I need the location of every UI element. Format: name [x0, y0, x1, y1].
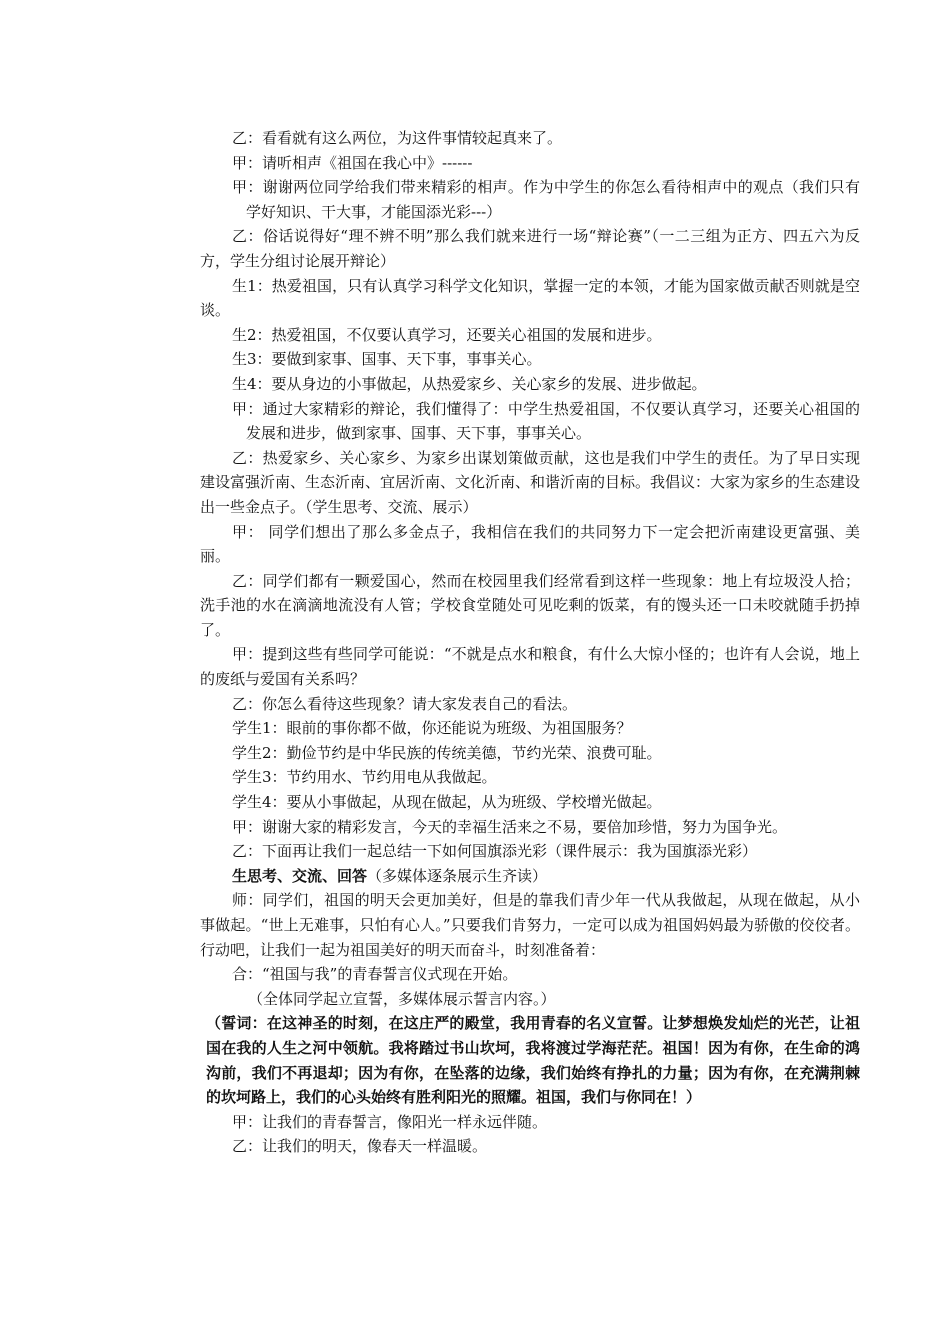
paragraph-13: 甲：提到这些有些同学可能说：“不就是点水和粮食，有什么大惊小怪的；也许有人会说，地上的废纸与爱国有关系吗？	[200, 645, 860, 689]
paragraph-8: 生4：要从身边的小事做起，从热爱家乡、关心家乡的发展、进步做起。	[232, 374, 707, 393]
paragraph-2: 甲：请听相声《祖国在我心中》------	[232, 153, 473, 172]
paragraph-15: 学生1：眼前的事你都不做，你还能说为班级、为祖国服务？	[232, 719, 632, 738]
paragraph-24: （全体同学起立宣誓，多媒体展示誓言内容。）	[248, 989, 556, 1008]
paragraph-4: 乙：俗话说得好“理不辨不明”那么我们就来进行一场“辩论赛”（一二三组为正方、四五六为反方，学生分组讨论展开辩论）	[200, 227, 860, 270]
oath-paragraph: （誓词：在这神圣的时刻，在这庄严的殿堂，我用青春的名义宣誓。让梦想焕发灿烂的光芒，让祖国在我的人生之河中领航。我将踏过书山坎坷，我将渡过学海茫茫。祖国！因为有你，在生命的鸿沟前，我们不再退却；因为有你，在坠落的边缘，我们始终有挣扎的力量；因为有你，在充满荆棘的坎坷路上，我们的心头始终有胜利阳光的照耀。祖国，我们与你同在！）	[206, 1014, 860, 1107]
paragraph-21-rest: （多媒体逐条展示生齐读）	[367, 866, 548, 885]
paragraph-9: 甲：通过大家精彩的辩论，我们懂得了：中学生热爱祖国，不仅要认真学习，还要关心祖国的发展和进步，做到家事、国事、天下事，事事关心。	[232, 399, 860, 443]
paragraph-3: 甲：谢谢两位同学给我们带来精彩的相声。作为中学生的你怎么看待相声中的观点（我们只有学好知识、干大事，才能国添光彩---）	[232, 178, 860, 221]
paragraph-17: 学生3：节约用水、节约用电从我做起。	[232, 768, 497, 787]
paragraph-16: 学生2：勤俭节约是中华民族的传统美德，节约光荣、浪费可耻。	[232, 743, 662, 762]
paragraph-18: 学生4：要从小事做起，从现在做起，从为班级、学校增光做起。	[232, 793, 662, 812]
paragraph-5: 生1：热爱祖国，只有认真学习科学文化知识，掌握一定的本领，才能为国家做贡献否则就是空谈。	[200, 276, 860, 320]
paragraph-11: 甲： 同学们想出了那么多金点子，我相信在我们的共同努力下一定会把沂南建设更富强、美丽。	[200, 522, 860, 566]
paragraph-20: 乙：下面再让我们一起总结一下如何国旗添光彩（课件展示：我为国旗添光彩）	[232, 842, 758, 861]
paragraph-12: 乙：同学们都有一颗爱国心，然而在校园里我们经常看到这样一些现象：地上有垃圾没人拾；洗手池的水在滴滴地流没有人管；学校食堂随处可见吃剩的饭菜，有的馒头还一口未咬就随手扔掉了。	[200, 571, 860, 639]
paragraph-21-bold: 生思考、交流、回答	[232, 866, 368, 885]
paragraph-7: 生3：要做到家事、国事、天下事，事事关心。	[232, 350, 542, 369]
paragraph-6: 生2：热爱祖国，不仅要认真学习，还要关心祖国的发展和进步。	[232, 325, 662, 344]
paragraph-14: 乙：你怎么看待这些现象？请大家发表自己的看法。	[232, 694, 578, 713]
paragraph-23: 合：“祖国与我”的青春誓言仪式现在开始。	[232, 965, 518, 984]
document-body	[200, 126, 860, 1159]
paragraph-10: 乙：热爱家乡、关心家乡、为家乡出谋划策做贡献，这也是我们中学生的责任。为了早日实现建设富强沂南、生态沂南、宜居沂南、文化沂南、和谐沂南的目标。我倡议：大家为家乡的生态建设出一些金点子。（学生思考、交流、展示）	[200, 448, 861, 516]
paragraph-19: 甲：谢谢大家的精彩发言，今天的幸福生活来之不易，要倍加珍惜，努力为国争光。	[232, 817, 788, 836]
paragraph-1: 乙：看看就有这么两位，为这件事情较起真来了。	[232, 129, 563, 147]
paragraph-22: 师：同学们，祖国的明天会更加美好，但是的靠我们青少年一代从我做起，从现在做起，从小事做起。“世上无难事，只怕有心人。”只要我们肯努力，一定可以成为祖国妈妈最为骄傲的佼佼者。行动吧，让我们一起为祖国美好的明天而奋斗，时刻准备着：	[200, 891, 860, 959]
paragraph-26: 甲：让我们的青春誓言，像阳光一样永远伴随。	[232, 1112, 548, 1131]
paragraph-27: 乙：让我们的明天，像春天一样温暖。	[232, 1137, 488, 1156]
paragraph-21	[200, 864, 860, 889]
